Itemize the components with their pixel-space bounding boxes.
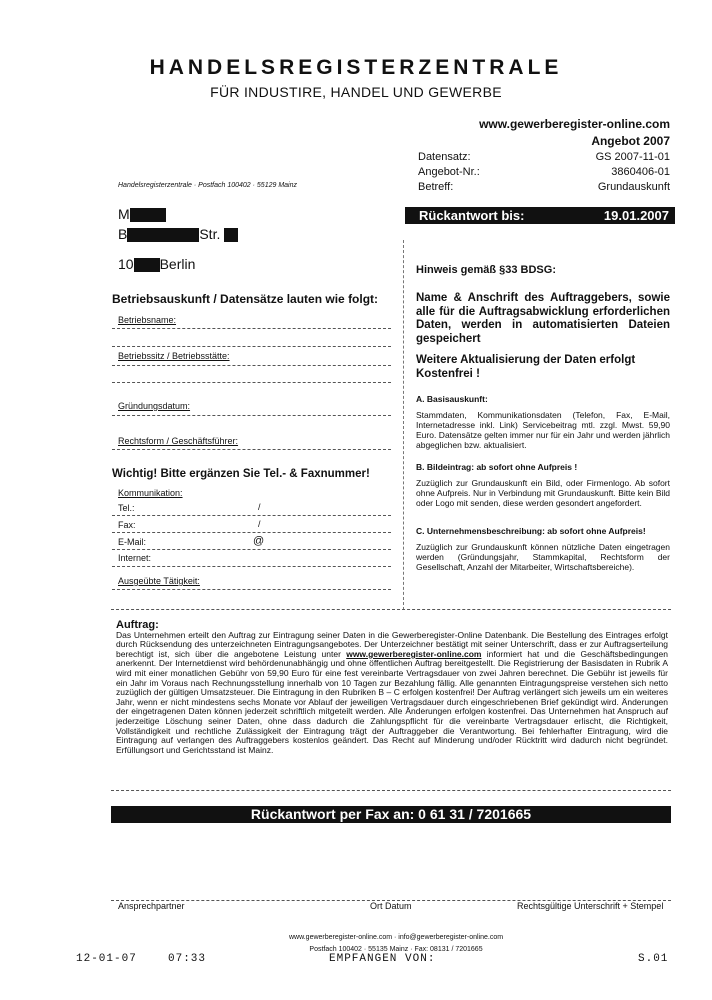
section-a-title: A. Basisauskunft: (416, 394, 488, 404)
company-title: HANDELSREGISTERZENTRALE (149, 56, 563, 79)
divider (112, 365, 391, 366)
hinweis-section (416, 265, 670, 275)
aktualisierung-text: Weitere Aktualisierung der Daten erfolgt Kostenfrei ! (416, 354, 636, 380)
tel-label: Tel.: (118, 503, 135, 513)
tel-slash: / (258, 502, 261, 512)
address-text: Str. (199, 226, 221, 242)
fax-reply-bar: Rückantwort per Fax an: 0 61 31 / 7201665 (111, 806, 671, 823)
address-text: M (118, 206, 130, 222)
redaction-block (134, 258, 160, 272)
field-betriebsname: Betriebsname: (118, 315, 177, 325)
redaction-block (130, 208, 166, 222)
section-b (416, 462, 670, 508)
footer-line-2: Postfach 100402 · 55135 Mainz · Fax: 08131 / 7201665 (309, 946, 483, 953)
reply-label: Rückantwort bis: (419, 208, 525, 223)
address-line-1 (118, 206, 166, 222)
meta-betreff (418, 181, 670, 197)
meta-value: 3860406-01 (611, 166, 670, 178)
aktualisierung-block (416, 354, 670, 381)
divider (112, 566, 391, 567)
sender-line: Handelsregisterzentrale · Postfach 100402 · 55129 Mainz (118, 182, 297, 189)
signature-contact: Ansprechpartner (118, 901, 185, 911)
address-text: Berlin (159, 256, 196, 272)
divider (112, 532, 391, 533)
auftrag-section (116, 621, 668, 755)
section-c-text: Zuzüglich zur Grundauskunft können nützliche Daten eingetragen werden (Gründungsjahr, Stammkapital, Rechtsform der Gesellschaft, Anzahl der Mitarbeiter, Wirtschaftsbereiche). (416, 542, 670, 572)
auftrag-title: Auftrag: (116, 619, 159, 631)
divider (112, 346, 391, 347)
address-line-2 (118, 226, 238, 242)
reply-deadline-bar (405, 207, 675, 224)
redaction-block (127, 228, 199, 242)
section-c (416, 526, 670, 572)
form-heading: Betriebsauskunft / Datensätze lauten wie folgt: (112, 292, 379, 306)
kommunikation-label: Kommunikation: (118, 488, 183, 498)
address-text: 10 (118, 256, 134, 272)
reply-date: 19.01.2007 (603, 208, 669, 223)
meta-value: GS 2007-11-01 (595, 151, 670, 163)
section-b-text: Zuzüglich zur Grundauskunft ein Bild, oder Firmenlogo. Ab sofort ohne Aufpreis. Nur in Verbindung mit Grundauskunft. Bitte kein Bild oder Logo mit senden, diese werden gesondert angefordert. (416, 478, 670, 508)
auftrag-text: Das Unternehmen erteilt den Auftrag zur Eintragung seiner Daten in die Gewerberegister-Online Datenbank. Die Bestellung des Eintrages erfolgt durch Rücksendung des unterzeichneten Eintragungsangebotes. Der Unterzeichner bestätigt mit seiner Unterschrift, dass er zur Auftragserteilung berechtigt ist, sich über die angebotene Leistung unter (116, 629, 668, 659)
address-line-3 (118, 256, 195, 272)
footer-line-1: www.gewerberegister-online.com · info@gewerberegister-online.com (288, 934, 504, 941)
email-label: E-Mail: (118, 537, 147, 547)
at-sign: @ (253, 535, 265, 547)
offer-url: www.gewerberegister-online.com (479, 117, 670, 131)
hinweis-text-block (416, 292, 670, 346)
divider (111, 609, 671, 610)
auftrag-link[interactable]: www.gewerberegister-online.com (346, 648, 482, 659)
fax-label: Fax: (118, 520, 136, 530)
company-subtitle: FÜR INDUSTIRE, HANDEL UND GEWERBE (210, 84, 502, 100)
fax-received: EMPFANGEN VON: (329, 953, 436, 965)
section-a (416, 394, 670, 450)
meta-key: Datensatz: (418, 151, 471, 163)
taetigkeit-label: Ausgeübte Tätigkeit: (118, 576, 200, 586)
meta-angebot-nr (418, 166, 670, 182)
meta-key: Betreff: (418, 181, 454, 193)
address-text: B (118, 226, 128, 242)
divider (112, 589, 391, 590)
divider (112, 328, 391, 329)
redaction-block (224, 228, 238, 242)
signature-place-date: Ort Datum (370, 901, 412, 911)
meta-value: Grundauskunft (597, 181, 670, 193)
divider (112, 549, 391, 550)
hinweis-text: Name & Anschrift des Auftraggebers, sowie alle für die Auftragsabwicklung erforderlichen Daten, werden in automatisierten Dateien gespeichert (416, 292, 670, 345)
field-betriebssitz: Betriebssitz / Betriebsstätte: (118, 351, 230, 361)
column-divider (403, 240, 404, 610)
field-gruendungsdatum: Gründungsdatum: (118, 401, 191, 411)
hinweis-title: Hinweis gemäß §33 BDSG: (416, 264, 556, 276)
divider (112, 449, 391, 450)
fax-slash: / (258, 519, 261, 529)
fax-date: 12-01-07 (76, 953, 137, 965)
section-c-title: C. Unternehmensbeschreibung: ab sofort ohne Aufpreis! (416, 526, 646, 536)
fax-page: S.01 (638, 953, 669, 965)
divider (112, 382, 391, 383)
important-note: Wichtig! Bitte ergänzen Sie Tel.- & Faxnummer! (112, 468, 370, 480)
meta-key: Angebot-Nr.: (418, 166, 480, 178)
divider (112, 515, 391, 516)
section-b-title: B. Bildeintrag: ab sofort ohne Aufpreis ! (416, 462, 578, 472)
signature-stamp: Rechtsgültige Unterschrift + Stempel (517, 901, 664, 911)
divider (111, 790, 671, 791)
internet-label: Internet: (118, 553, 152, 563)
fax-time: 07:33 (168, 953, 207, 965)
meta-datensatz (418, 151, 670, 167)
field-rechtsform: Rechtsform / Geschäftsführer: (118, 436, 239, 446)
auftrag-text-2: informiert hat und die Geschäftsbedingungen anerkennt. Der Internetdienst wird behördenunabhängig und ohne öffentlichen Auftrag bereitgestellt. Die Registrierung der Basisdaten in Rubrik A wird mit einer monatlichen Gebühr von 59,90 Euro für eine fest vereinbarte Vertragsdauer von zwei Jahren berechnet. Die Gebühr ist jeweils für ein Jahr im Voraus nach Rechnungsstellung innerhalb von 10 Tagen zur Bezahlung fällig. Alle genannten Eintragungspreise verstehen sich netto zuzüglich der gültigen Umsatzsteuer. Die Eintragung in den Rubriken B – C erfolgen kostenfrei! Der Auftrag verlängert sich jeweils um ein weiteres Jahr, wenn er nicht mindestens sechs Monate vor Ablauf der jeweiligen Vertragsdauer durch eingeschriebenen Brief gekündigt wird. Änderungen der eingetragenen Daten können jederzeit schriftlich mitgeteilt werden. Alle Änderungen erfolgen kostenfrei. Das Unternehmen hat Anspruch auf jederzeitige Löschung seiner Daten, ohne dass dadurch die Zahlungspflicht für die vereinbarte Vertragsdauer erlischt, die Richtigkeit, Vollständigkeit und rechtliche Zulässigkeit der Eintragung trägt der Auftraggeber die Verantwortung. Bei fehlerhafter Eintragung, wird die Eintragung auf verlangen des Auftraggebers kostenlos geändert. Das Recht auf Minderung und/oder Rücktritt wird dadurch nicht begründet. Erfüllungsort und Gerichtsstand ist Mainz. (116, 648, 668, 755)
offer-label: Angebot 2007 (591, 134, 670, 148)
divider (112, 415, 391, 416)
section-a-text: Stammdaten, Kommunikationsdaten (Telefon, Fax, E-Mail, Internetadresse inkl. Link) Servicebeitrag mtl. zzgl. Mwst. 59,90 Euro. Datensätze gelten immer nur für ein Jahr und werden jährlich abgeglichen bzw. aktualisiert. (416, 410, 670, 450)
